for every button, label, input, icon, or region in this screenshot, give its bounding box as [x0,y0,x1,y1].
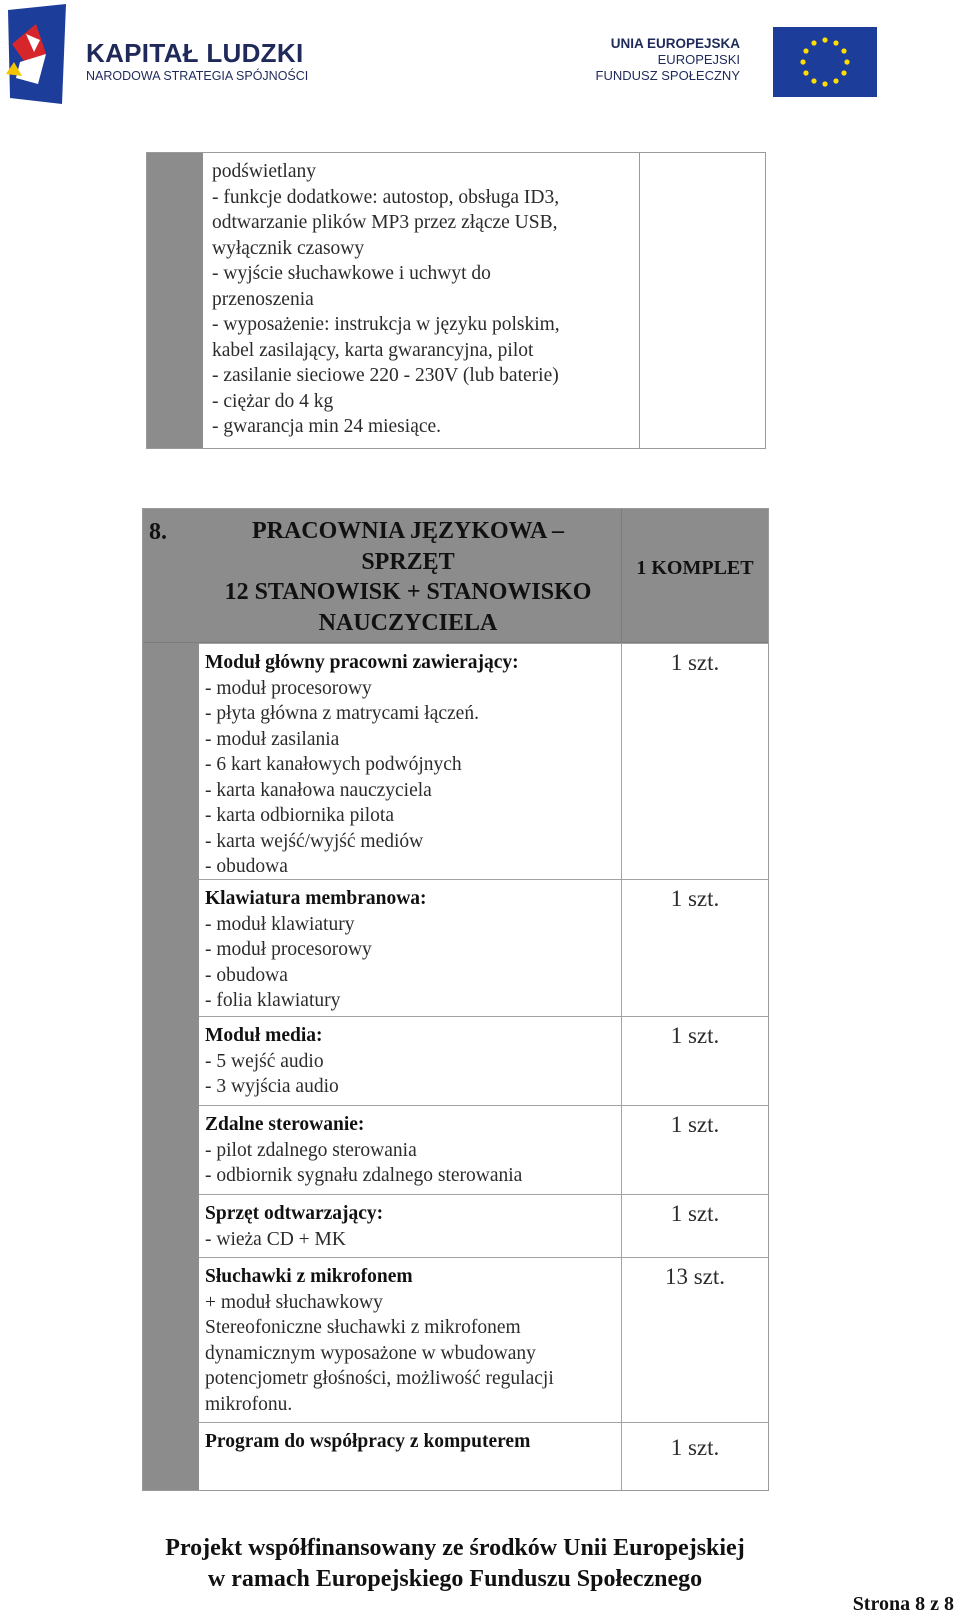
component-line: - moduł zasilania [205,728,340,750]
component-line: - karta kanałowa nauczyciela [205,779,432,801]
logo-subtitle: NARODOWA STRATEGIA SPÓJNOŚCI [86,69,309,83]
component-line: - 5 wejść audio [205,1050,324,1072]
component-quantity: 1 szt. [670,1435,720,1460]
component-quantity: 1 szt. [670,1112,720,1137]
spec-line: podświetlany [212,161,316,182]
table-row [199,879,768,1016]
component-title: Program do współpracy z komputerem [205,1431,531,1452]
spec-description-cell [204,153,640,448]
component-line: - pilot zdalnego sterowania [205,1139,417,1161]
eu-label-line2: EUROPEJSKI [657,52,740,67]
page-number: Strona 8 z 8 [852,1593,954,1615]
table-row [199,643,768,879]
component-line: - 6 kart kanałowych podwójnych [205,754,462,775]
component-quantity: 1 szt. [670,886,720,911]
component-quantity: 1 szt. [670,1201,720,1226]
eu-label-line3: FUNDUSZ SPOŁECZNY [595,68,740,83]
item-header-row [143,509,768,643]
component-line: potencjometr głośności, możliwość regulacji [205,1368,554,1389]
spec-line: - funkcje dodatkowe: autostop, obsługa ID3, [212,186,560,208]
spec-line: - gwarancja min 24 miesiące. [212,416,442,437]
component-line: - moduł procesorowy [205,939,372,960]
footer-line2: w ramach Europejskiego Funduszu Społecznego [207,1566,703,1592]
component-title: Sprzęt odtwarzający: [205,1203,384,1224]
component-description [199,1195,622,1257]
component-quantity: 1 szt. [670,1023,720,1048]
component-line: - obudowa [205,964,288,986]
spec-line: wyłącznik czasowy [212,237,365,259]
component-line: dynamicznym wyposażone w wbudowany [205,1342,536,1364]
spec-line: - wyposażenie: instrukcja w języku polskim, [212,314,560,335]
component-line: mikrofonu. [205,1393,293,1415]
spec-table-continuation [146,152,766,449]
footer-cofinancing-note [0,1533,960,1595]
eu-fund-label [580,36,740,84]
footer-line1: Projekt współfinansowany ze środków Unii Europejskiej [165,1535,745,1561]
table-row [199,1105,768,1194]
component-line: + moduł słuchawkowy [205,1291,383,1313]
component-line: - folia klawiatury [205,990,341,1011]
component-description [199,1258,622,1422]
component-title: Klawiatura membranowa: [205,888,427,909]
table-row [199,1194,768,1257]
component-line: - odbiornik sygnału zdalnego sterowania [205,1165,523,1186]
item-title-line: SPRZĘT [361,548,455,575]
number-column-shaded [147,153,203,448]
kapital-ludzki-emblem-icon [6,4,68,104]
kapital-ludzki-logo [6,4,326,104]
table-row [199,1257,768,1422]
table-row [199,1016,768,1105]
component-line: - karta odbiornika pilota [205,805,394,826]
spec-line: - ciężar do 4 kg [212,390,334,412]
component-description [199,644,622,879]
component-line: - płyta główna z matrycami łączeń. [205,703,479,724]
table-row [199,1422,768,1490]
eu-flag-icon [773,27,877,97]
spec-line: - wyjście słuchawkowe i uchwyt do [212,263,491,284]
component-description [199,1423,622,1490]
component-line: - obudowa [205,856,288,877]
spec-line: przenoszenia [212,288,314,310]
eu-label-line1: UNIA EUROPEJSKA [610,36,740,51]
component-quantity: 1 szt. [670,650,720,675]
component-line: - wieża CD + MK [205,1228,346,1250]
component-line: - moduł procesorowy [205,677,372,699]
component-quantity: 13 szt. [664,1264,726,1289]
component-line: - karta wejść/wyjść mediów [205,830,424,852]
spec-line: odtwarzanie plików MP3 przez złącze USB, [212,212,558,233]
item-title-line: PRACOWNIA JĘZYKOWA – [251,518,565,544]
component-line: - moduł klawiatury [205,913,355,935]
item-quantity: 1 KOMPLET [636,557,754,579]
component-line: Stereofoniczne słuchawki z mikrofonem [205,1317,521,1338]
item-title-line: 12 STANOWISK + STANOWISKO [224,579,592,605]
component-title: Moduł media: [205,1025,323,1046]
component-title: Zdalne sterowanie: [205,1114,365,1135]
component-description [199,1017,622,1105]
spec-line: - zasilanie sieciowe 220 - 230V (lub baterie) [212,365,559,386]
item-number: 8. [149,519,167,545]
component-title: Moduł główny pracowni zawierający: [205,652,519,673]
item-title [201,516,615,638]
logo-title: KAPITAŁ LUDZKI [86,38,304,68]
component-description [199,880,622,1016]
component-line: - 3 wyjścia audio [205,1076,339,1097]
item-title-line: NAUCZYCIELA [318,609,498,636]
spec-line: kabel zasilający, karta gwarancyjna, pilot [212,339,534,361]
component-description [199,1106,622,1194]
equipment-table [142,508,769,1491]
component-title: Słuchawki z mikrofonem [205,1266,413,1287]
number-column-shaded [143,509,199,1490]
